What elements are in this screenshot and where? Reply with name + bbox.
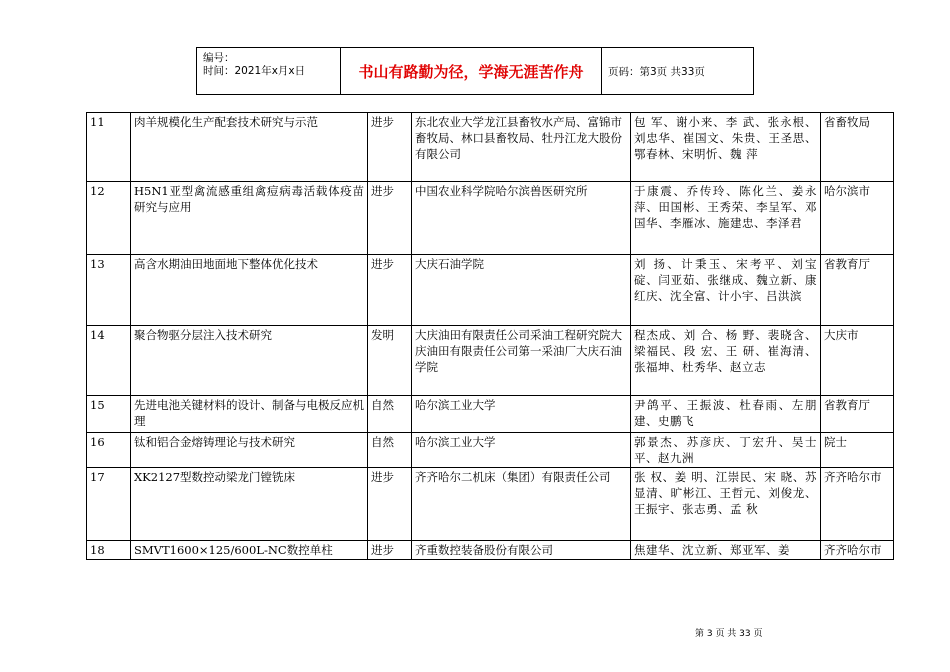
project-title: 肉羊规模化生产配套技术研究与示范 — [131, 113, 368, 182]
table-row — [87, 182, 894, 255]
table-row — [87, 255, 894, 326]
row-number: 15 — [87, 396, 131, 433]
table-row — [87, 396, 894, 433]
header-motto: 书山有路勤为径，学海无涯苦作舟 — [341, 48, 602, 94]
completing-units: 齐重数控装备股份有限公司 — [412, 541, 631, 560]
award-type: 进步 — [368, 541, 412, 560]
award-type: 进步 — [368, 182, 412, 255]
recommender: 院士 — [821, 433, 894, 468]
recommender: 省教育厅 — [821, 255, 894, 326]
row-number: 18 — [87, 541, 131, 560]
completing-people: 郭景杰、苏彦庆、丁宏升、吴士平、赵九洲 — [631, 433, 821, 468]
project-title: 聚合物驱分层注入技术研究 — [131, 326, 368, 396]
row-number: 13 — [87, 255, 131, 326]
completing-units: 齐齐哈尔二机床（集团）有限责任公司 — [412, 468, 631, 541]
completing-people: 焦建华、沈立新、郑亚军、姜 — [631, 541, 821, 560]
row-number: 17 — [87, 468, 131, 541]
recommender: 齐齐哈尔市 — [821, 468, 894, 541]
completing-units: 东北农业大学龙江县畜牧水产局、富锦市畜牧局、林口县畜牧局、牡丹江龙大股份有限公司 — [412, 113, 631, 182]
table-row — [87, 468, 894, 541]
completing-people: 尹鸽平、王振波、杜春雨、左朋建、史鹏飞 — [631, 396, 821, 433]
project-title: SMVT1600×125/600L-NC数控单柱 — [131, 541, 368, 560]
completing-units: 大庆石油学院 — [412, 255, 631, 326]
project-title: 高含水期油田地面地下整体优化技术 — [131, 255, 368, 326]
completing-people: 刘 扬、计秉玉、宋考平、刘宝碇、闫亚茹、张继成、魏立新、康红庆、沈全富、计小宇、吕洪滨 — [631, 255, 821, 326]
recommender: 省畜牧局 — [821, 113, 894, 182]
row-number: 12 — [87, 182, 131, 255]
page-footer: 第 3 页 共 33 页 — [695, 629, 763, 639]
table-row — [87, 326, 894, 396]
table-row — [87, 113, 894, 182]
recommender: 省教育厅 — [821, 396, 894, 433]
row-number: 11 — [87, 113, 131, 182]
award-type: 自然 — [368, 433, 412, 468]
table-row — [87, 541, 894, 560]
number-label: 编号： — [203, 52, 235, 64]
award-type: 进步 — [368, 113, 412, 182]
completing-people: 包 军、谢小来、李 武、张永根、刘忠华、崔国文、朱贵、王圣思、鄂春林、宋明忻、魏 萍 — [631, 113, 821, 182]
completing-units: 哈尔滨工业大学 — [412, 396, 631, 433]
recommender: 哈尔滨市 — [821, 182, 894, 255]
recommender: 齐齐哈尔市 — [821, 541, 894, 560]
recommender: 大庆市 — [821, 326, 894, 396]
header-meta — [197, 48, 341, 94]
table-row — [87, 433, 894, 468]
awards-table — [86, 112, 894, 560]
project-title: H5N1亚型禽流感重组禽痘病毒活载体疫苗研究与应用 — [131, 182, 368, 255]
award-type: 自然 — [368, 396, 412, 433]
row-number: 14 — [87, 326, 131, 396]
completing-units: 大庆油田有限责任公司采油工程研究院大庆油田有限责任公司第一采油厂大庆石油学院 — [412, 326, 631, 396]
award-type: 进步 — [368, 255, 412, 326]
completing-people: 程杰成、刘 合、杨 野、裴晓含、梁福民、段 宏、王 研、崔海清、张福坤、杜秀华、赵立志 — [631, 326, 821, 396]
row-number: 16 — [87, 433, 131, 468]
completing-people: 张 权、姜 明、江崇民、宋 晓、苏显清、旷彬江、王哲元、刘俊龙、王振宇、张志勇、孟 秋 — [631, 468, 821, 541]
time-label: 时间：2021年x月x日 — [203, 65, 306, 77]
project-title: 钛和铝合金熔铸理论与技术研究 — [131, 433, 368, 468]
completing-units: 哈尔滨工业大学 — [412, 433, 631, 468]
award-type: 进步 — [368, 468, 412, 541]
document-header — [196, 47, 754, 95]
header-page-label: 页码：第3页 共33页 — [608, 65, 705, 78]
project-title: 先进电池关键材料的设计、制备与电极反应机理 — [131, 396, 368, 433]
completing-units: 中国农业科学院哈尔滨兽医研究所 — [412, 182, 631, 255]
completing-people: 于康震、乔传玲、陈化兰、姜永萍、田国彬、王秀荣、李呈军、邓国华、李雁冰、施建忠、李泽君 — [631, 182, 821, 255]
project-title: XK2127型数控动梁龙门镗铣床 — [131, 468, 368, 541]
award-type: 发明 — [368, 326, 412, 396]
